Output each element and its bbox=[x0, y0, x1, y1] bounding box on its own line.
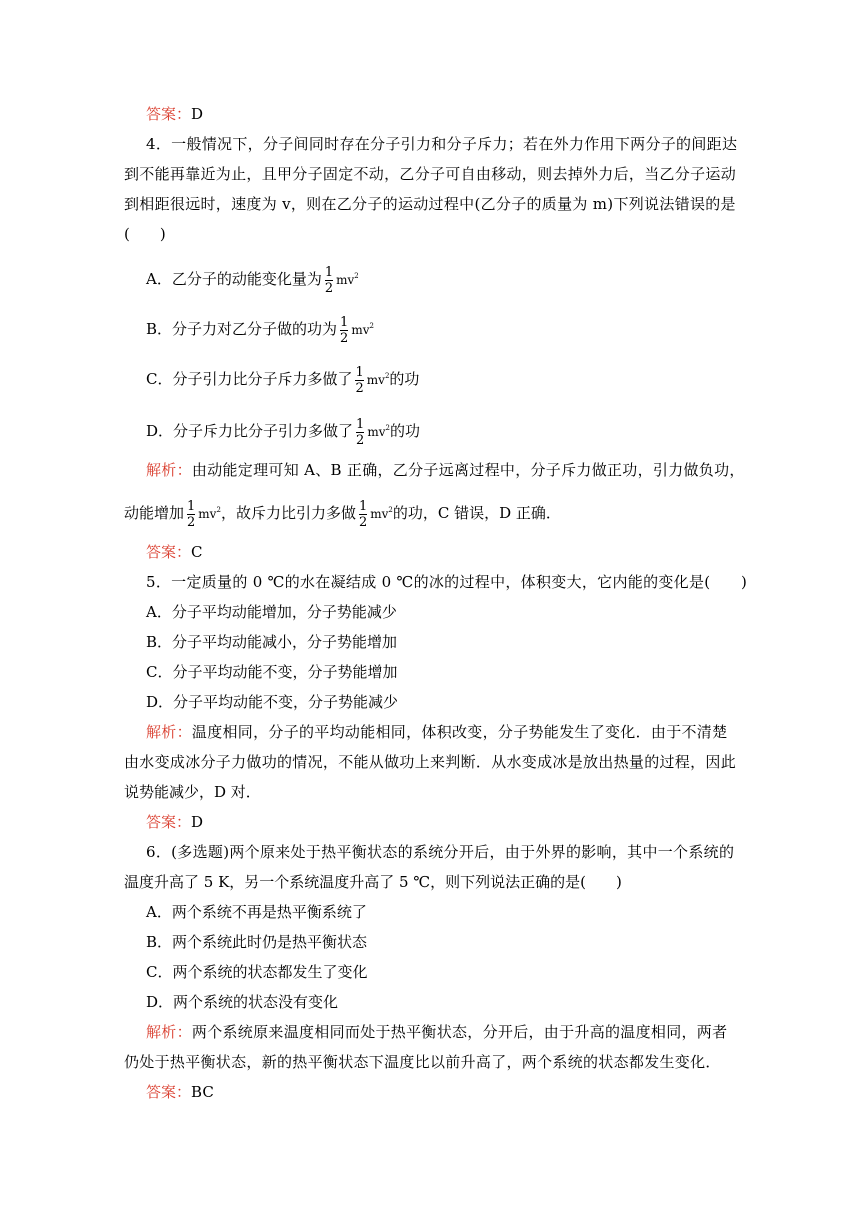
analysis-label: 解析： bbox=[146, 461, 192, 479]
q4-analysis-line-2: 动能增加 $\frac{1}{2}$ $mv^2$，故斥力比引力多做 $\frac{1}{2}$ $mv^2$的功，C 错误，D 正确． bbox=[124, 498, 561, 530]
q6-option-c: C．两个系统的状态都发生了变化 bbox=[146, 963, 368, 981]
answer-label: 答案： bbox=[146, 105, 192, 123]
answer-value: C bbox=[191, 543, 203, 561]
q4-analysis-line-1: 解析：由动能定理可知 A、B 正确，乙分子远离过程中，分子斥力做正功，引力做负功， bbox=[146, 461, 745, 479]
answer-label: 答案： bbox=[146, 1083, 192, 1101]
q6-analysis-line-1: 解析：两个系统原来温度相同而处于热平衡状态，分开后，由于升高的温度相同，两者 bbox=[146, 1023, 728, 1041]
q4-stem-line-4: ( ) bbox=[124, 225, 166, 243]
q5-option-d: D．分子平均动能不变，分子势能减少 bbox=[146, 693, 399, 711]
q4-option-d: D．分子斥力比分子引力多做了 $\frac{1}{2}$ $mv^2$的功 bbox=[146, 416, 420, 448]
fraction-half: $\frac{1}{2}$ bbox=[340, 314, 349, 346]
q6-option-a: A．两个系统不再是热平衡系统了 bbox=[146, 903, 367, 921]
q5-stem: 5．一定质量的 0 ℃的水在凝结成 0 ℃的冰的过程中，体积变大，它内能的变化是( ) bbox=[146, 573, 748, 591]
fraction-half: $\frac{1}{2}$ bbox=[187, 498, 196, 530]
q4-stem-line-1: 4．一般情况下，分子间同时存在分子引力和分子斥力；若在外力作用下两分子的间距达 bbox=[146, 135, 738, 153]
q5-option-b: B．分子平均动能减小，分子势能增加 bbox=[146, 633, 398, 651]
q6-stem-line-2: 温度升高了 5 K，另一个系统温度升高了 5 ℃，则下列说法正确的是( ) bbox=[124, 873, 622, 891]
q5-analysis-line-2: 由水变成冰分子力做功的情况，不能从做功上来判断．从水变成冰是放出热量的过程，因此 bbox=[124, 753, 737, 771]
q5-option-a: A．分子平均动能增加，分子势能减少 bbox=[146, 603, 397, 621]
q5-analysis-line-1: 解析：温度相同，分子的平均动能相同，体积改变，分子势能发生了变化．由于不清楚 bbox=[146, 723, 728, 741]
q4-stem-line-3: 到相距很远时，速度为 v，则在乙分子的运动过程中(乙分子的质量为 m)下列说法错误的是 bbox=[124, 195, 736, 213]
q6-stem-line-1: 6．(多选题)两个原来处于热平衡状态的系统分开后，由于外界的影响，其中一个系统的 bbox=[146, 843, 735, 861]
answer-label: 答案： bbox=[146, 543, 192, 561]
q5-answer-line bbox=[146, 812, 203, 832]
q6-analysis-line-2: 仍处于热平衡状态，新的热平衡状态下温度比以前升高了，两个系统的状态都发生变化． bbox=[124, 1053, 721, 1071]
q6-option-d: D．两个系统的状态没有变化 bbox=[146, 993, 339, 1011]
q4-answer-line bbox=[146, 542, 203, 562]
q5-option-c: C．分子平均动能不变，分子势能增加 bbox=[146, 663, 398, 681]
answer-label: 答案： bbox=[146, 813, 192, 831]
q4-stem-line-2: 到不能再靠近为止，且甲分子固定不动，乙分子可自由移动，则去掉外力后，当乙分子运动 bbox=[124, 165, 737, 183]
fraction-half: $\frac{1}{2}$ bbox=[356, 416, 365, 448]
fraction-half: $\frac{1}{2}$ bbox=[355, 364, 364, 396]
q6-option-b: B．两个系统此时仍是热平衡状态 bbox=[146, 933, 368, 951]
answer-value: D bbox=[191, 105, 204, 123]
answer-value: D bbox=[191, 813, 204, 831]
answer-value: BC bbox=[191, 1083, 214, 1101]
analysis-label: 解析： bbox=[146, 723, 192, 741]
q5-analysis-line-3: 说势能减少，D 对． bbox=[124, 783, 261, 801]
answer-line-prev bbox=[146, 104, 203, 124]
q4-option-a: A．乙分子的动能变化量为 $\frac{1}{2}$ $mv^2$ bbox=[146, 264, 359, 296]
q6-answer-line bbox=[146, 1082, 214, 1102]
q4-option-c: C．分子引力比分子斥力多做了 $\frac{1}{2}$ $mv^2$的功 bbox=[146, 364, 420, 396]
q4-option-b: B．分子力对乙分子做的功为 $\frac{1}{2}$ $mv^2$ bbox=[146, 314, 374, 346]
fraction-half: $\frac{1}{2}$ bbox=[358, 498, 368, 530]
fraction-half: $\frac{1}{2}$ bbox=[324, 264, 334, 296]
analysis-label: 解析： bbox=[146, 1023, 192, 1041]
